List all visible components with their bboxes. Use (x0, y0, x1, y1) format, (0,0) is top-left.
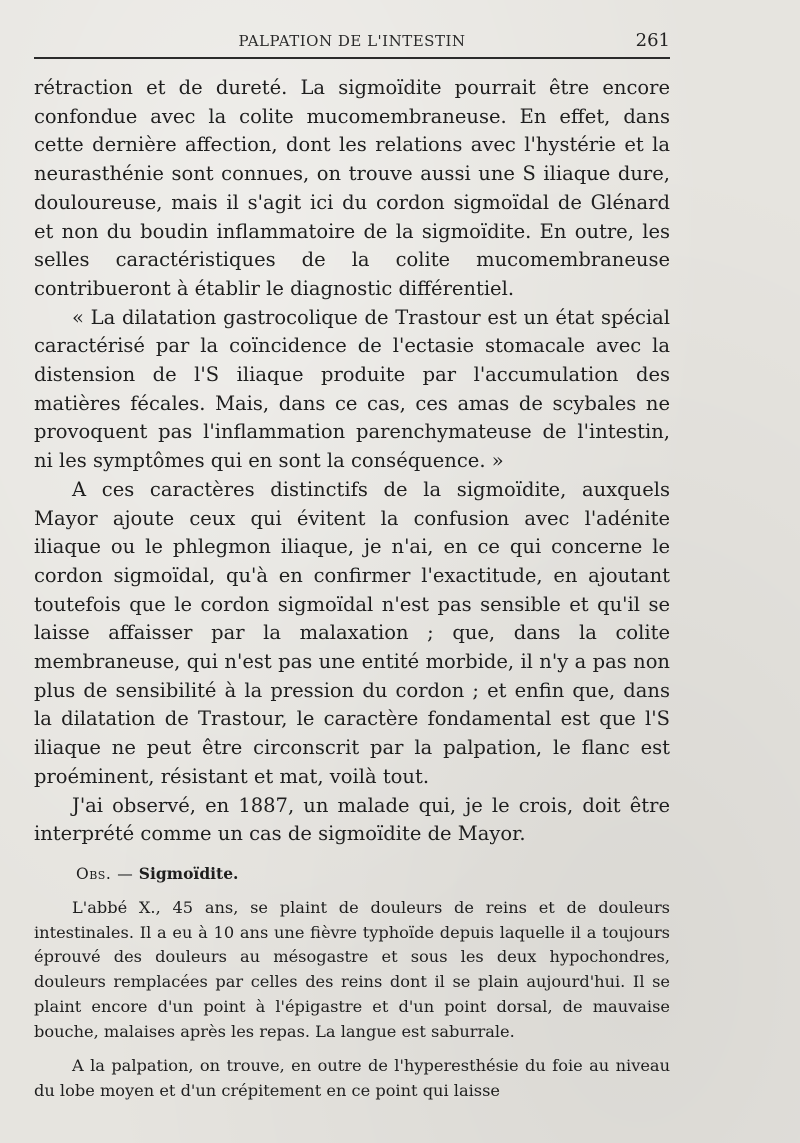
page-number: 261 (635, 30, 670, 51)
page-header (34, 30, 670, 56)
paragraph-continuation: rétraction et de dureté. La sigmoïdite pourrait être encore confondue avec la colite mucomembraneuse. En effet, dans cette dernière affection, dont les relations avec l'hystérie et la neurasthénie sont connues, on trouve aussi une S iliaque dure, douloureuse, mais il s'agit ici du cordon sigmoïdal de Glénard et non du boudin inflammatoire de la sigmoïdite. En outre, les selles caractéristiques de la colite mucomembraneuse contribueront à établir le diagnostic différentiel. (34, 76, 670, 300)
observation-text (34, 896, 670, 1104)
running-title: PALPATION DE L'INTESTIN (238, 32, 466, 50)
observation-dash: — (117, 865, 133, 883)
observation-paragraph: L'abbé X., 45 ans, se plaint de douleurs de reins et de douleurs intestinales. Il a eu à 10 ans une fièvre typhoïde depuis laquelle il a toujours éprouvé des douleurs au mésogastre et sous les deux hypochondres, douleurs remplacées par celles des reins dont il se plain aujourd'hui. Il se plaint encore d'un point à l'épigastre et d'un point dorsal, de mauvaise bouche, malaises après les repas. La langue est saburrale. (34, 898, 670, 1041)
observation-title: Sigmoïdite. (138, 864, 239, 883)
observation-paragraph: A la palpation, on trouve, en outre de l'hyperesthésie du foie au niveau du lobe moyen et d'un crépitement en ce point qui laisse (34, 1056, 670, 1100)
paragraph-quote-trastour: « La dilatation gastrocolique de Trastour est un état spécial caractérisé par la coïncidence de l'ectasie stomacale avec la distension de l'S iliaque produite par l'accumulation des matières fécales. Mais, dans ce cas, ces amas de scybales ne provoquent pas l'inflammation parenchymateuse de l'intestin, ni les symptômes qui en sont la conséquence. » (34, 305, 670, 473)
observation-heading (76, 864, 238, 884)
paragraph-case-1887: J'ai observé, en 1887, un malade qui, je le crois, doit être interprété comme un cas de sigmoïdite de Mayor. (34, 793, 670, 846)
main-text (34, 74, 670, 849)
paragraph-mayor-criteria: A ces caractères distinctifs de la sigmoïdite, auxquels Mayor ajoute ceux qui évitent la confusion avec l'adénite iliaque ou le phlegmon iliaque, je n'ai, en ce qui concerne le cordon sigmoïdal, qu'à en confirmer l'exactitude, en ajoutant toutefois que le cordon sigmoïdal n'est pas sensible et qu'il se laisse affaisser par la malaxation ; que, dans la colite membraneuse, qui n'est pas une entité morbide, il n'y a pas non plus de sensibilité à la pression du cordon ; et enfin que, dans la dilatation de Trastour, le caractère fondamental est que l'S iliaque ne peut être circonscrit par la palpation, le flanc est proéminent, résistant et mat, voilà tout. (34, 477, 670, 788)
observation-label: Obs. (76, 865, 112, 883)
header-rule (34, 57, 670, 59)
